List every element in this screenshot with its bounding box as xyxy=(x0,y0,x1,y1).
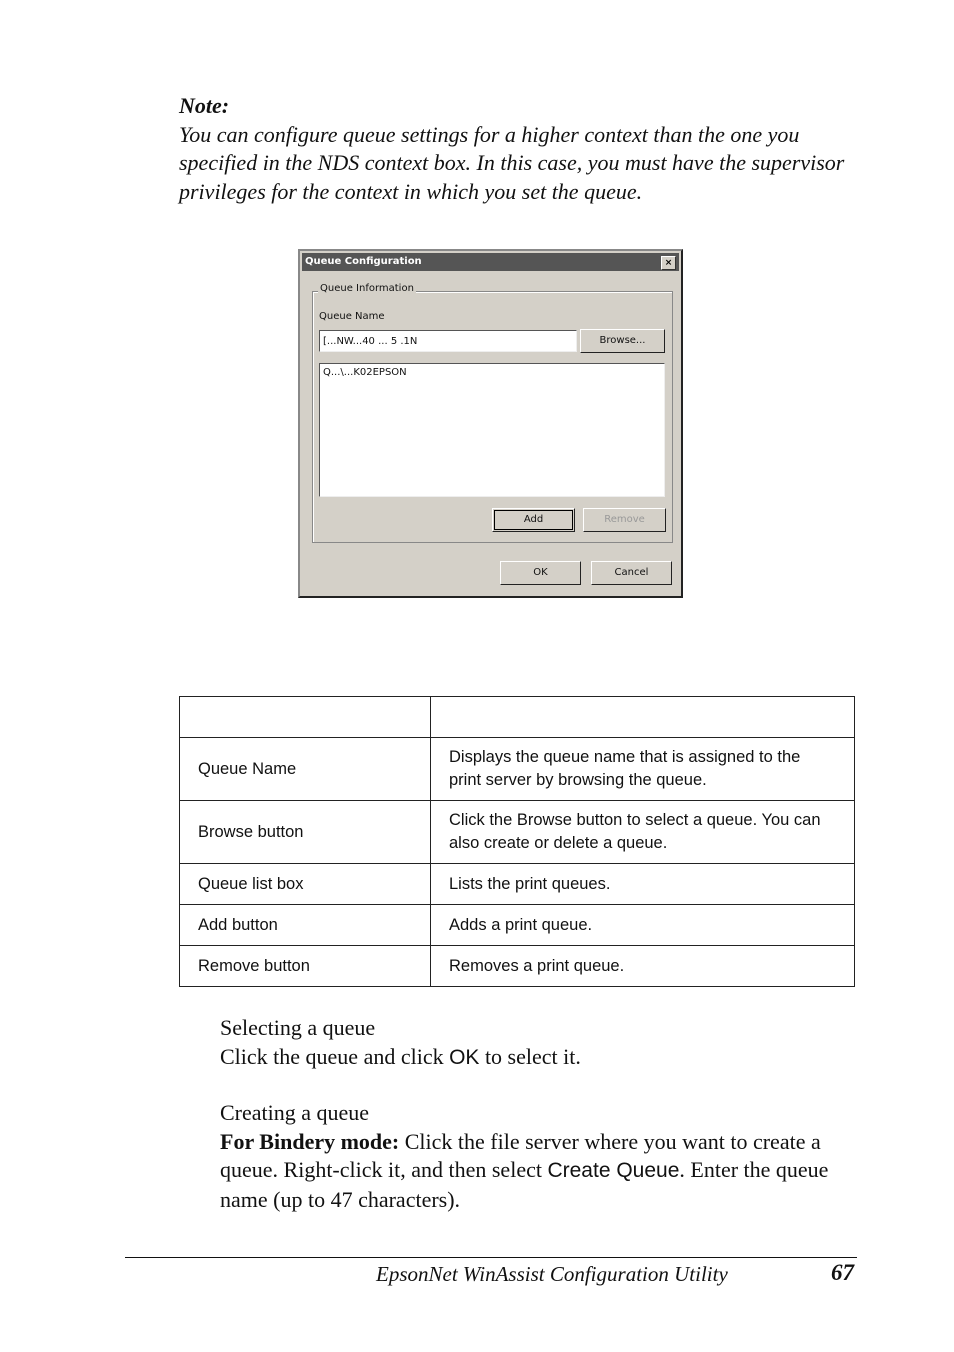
creating-text: Click the file server where you want to create a queue. Right-click it, and then select xyxy=(220,1128,821,1182)
page-number: 67 xyxy=(831,1260,854,1285)
table-row xyxy=(180,738,855,801)
table-row xyxy=(180,905,855,946)
ok-term: OK xyxy=(449,1045,480,1069)
footer-title: EpsonNet WinAssist Configuration Utility xyxy=(376,1262,728,1286)
creating-section xyxy=(220,1099,880,1214)
table-header-cell xyxy=(431,697,855,738)
ok-button[interactable]: OK xyxy=(500,561,581,585)
close-icon[interactable]: × xyxy=(661,256,676,270)
dialog-title: Queue Configuration xyxy=(305,256,422,267)
queue-list-box[interactable] xyxy=(319,363,665,497)
table-cell-item: Add button xyxy=(180,905,431,946)
table-cell-description: Adds a print queue. xyxy=(431,905,855,946)
note-block xyxy=(179,92,869,206)
selecting-section xyxy=(220,1014,880,1072)
table-header-row xyxy=(180,697,855,738)
group-label: Queue Information xyxy=(320,283,414,294)
table-row xyxy=(180,946,855,987)
table-cell-description: Removes a print queue. xyxy=(431,946,855,987)
queue-configuration-dialog xyxy=(298,249,683,598)
creating-text-end: . Enter the queue name (up to 47 characters). xyxy=(220,1157,829,1212)
create-queue-term: Create Queue xyxy=(547,1159,680,1182)
selecting-paragraph xyxy=(220,1043,880,1073)
creating-heading: Creating a queue xyxy=(220,1100,370,1125)
list-item[interactable]: Q...\...K02EPSON xyxy=(323,367,407,378)
queue-name-label: Queue Name xyxy=(319,311,385,322)
note-label: Note: xyxy=(179,93,230,118)
note-text: You can configure queue settings for a higher context than the one you specified in the NDS context box. In this case, you must have the supervisor privileges for the context in which you set the queue. xyxy=(179,121,845,204)
remove-button[interactable]: Remove xyxy=(583,508,666,532)
table-cell-item: Queue Name xyxy=(180,738,431,801)
table-cell-item: Remove button xyxy=(180,946,431,987)
selecting-text-end: to select it. xyxy=(479,1043,581,1069)
table-cell-item: Queue list box xyxy=(180,864,431,905)
table-cell-description: Displays the queue name that is assigned to the print server by browsing the queue. xyxy=(431,738,855,801)
table-cell-description: Click the Browse button to select a queue. You can also create or delete a queue. xyxy=(431,801,855,864)
settings-table xyxy=(179,696,855,987)
dialog-titlebar xyxy=(302,253,679,271)
table-header-cell xyxy=(180,697,431,738)
queue-name-input[interactable]: [...NW...40 ... 5 .1N xyxy=(319,330,577,352)
table-row xyxy=(180,864,855,905)
table-cell-description: Lists the print queues. xyxy=(431,864,855,905)
table-row xyxy=(180,801,855,864)
selecting-heading: Selecting a queue xyxy=(220,1015,376,1040)
table-cell-item: Browse button xyxy=(180,801,431,864)
add-button[interactable]: Add xyxy=(492,508,575,532)
browse-button[interactable]: Browse... xyxy=(580,329,665,353)
bindery-mode-label: For Bindery mode: xyxy=(220,1128,400,1154)
creating-paragraph xyxy=(220,1128,880,1215)
selecting-text: Click the queue and click xyxy=(220,1043,450,1069)
cancel-button[interactable]: Cancel xyxy=(591,561,672,585)
footer-rule xyxy=(125,1257,857,1258)
